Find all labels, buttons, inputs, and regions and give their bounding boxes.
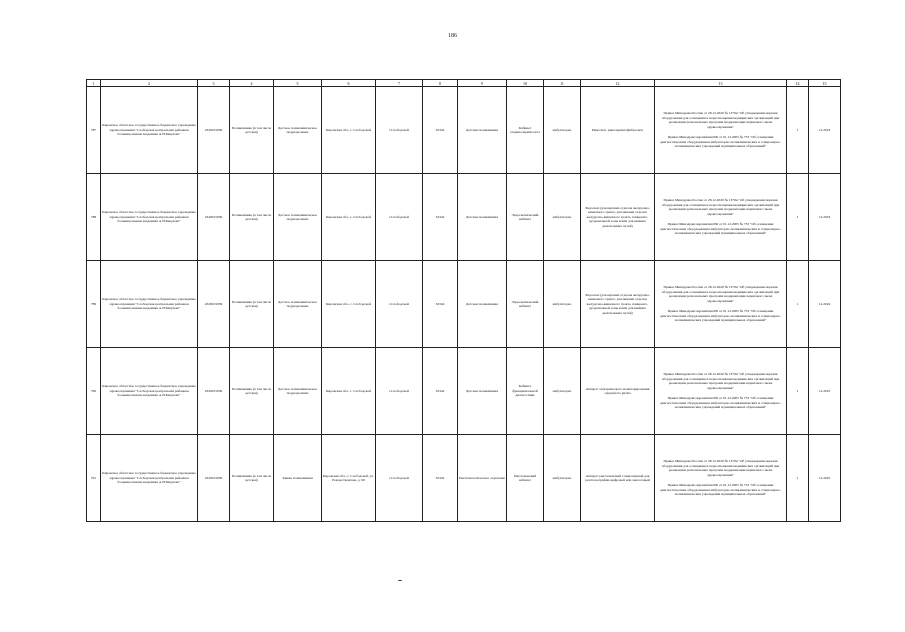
due-date-cell: 12.2023	[809, 87, 841, 174]
legal-basis-text: Приказ Минздравсоцразвития РФ от 01.12.2005 № 753 "Об оснащении диагностическим оборудованием амбулаторно-поликлинических и стационарно-поликлинических учреждений муниципальных образований"	[660, 309, 781, 323]
legal-basis-text: Приказ Минздравсоцразвития РФ от 01.12.2005 № 753 "Об оснащении диагностическим оборудованием амбулаторно-поликлинических и стационарно-поликлинических учреждений муниципальных образований"	[660, 483, 781, 497]
quantity-cell: 1	[787, 261, 809, 348]
subdivision-cell: Заявка поликлиники	[274, 435, 322, 522]
subdivision-cell: Детское поликлиническое подразделение	[274, 174, 322, 261]
address-cell: Кировская обл., г. Слободской	[322, 348, 376, 435]
page-number: 186	[448, 33, 457, 39]
header-number: 3	[198, 80, 230, 87]
subdivision-cell: Детское поликлиническое подразделение	[274, 348, 322, 435]
address-cell: Кировская обл., г. Слободской	[322, 174, 376, 261]
inn-cell: 4329015939	[198, 435, 230, 522]
row-number-cell: 787	[87, 87, 101, 174]
institution-name-cell: Кировское областное государственное бюджетное учреждение здравоохранения "Слободская центральная районная больница имени академика А.Н.Бакулева"	[101, 87, 198, 174]
due-date-cell: 12.2025	[809, 435, 841, 522]
header-number-row	[87, 80, 841, 87]
department-cell: Рентгенологическое отделение	[458, 435, 507, 522]
due-date-cell: 12.2023	[809, 174, 841, 261]
quantity-cell: 1	[787, 435, 809, 522]
institution-name-cell: Кировское областное государственное бюджетное учреждение здравоохранения "Слободская центральная районная больница имени академика А.Н.Бакулева"	[101, 348, 198, 435]
address-cell: Кировская обл., г. Слободской	[322, 87, 376, 174]
header-number: 13	[655, 80, 787, 87]
table-row	[87, 261, 841, 348]
locality-cell: г.Слободской	[376, 87, 423, 174]
equipment-name-cell: Эндоскоп (для верхних отделов желудочно-кишечного тракта, для нижних отделов желудочно-кишечного тракта, панкреато-дуоденальной зоны и/или для нижних дыхательных путей)	[581, 261, 655, 348]
subdivision-cell: Детское поликлиническое подразделение	[274, 261, 322, 348]
legal-basis-cell	[655, 435, 787, 522]
inn-cell: 4329015939	[198, 348, 230, 435]
quantity-cell: 1	[787, 87, 809, 174]
quantity-cell: 1	[787, 348, 809, 435]
equipment-name-cell: Эндоскоп (для верхних отделов желудочно-кишечного тракта, для нижних отделов желудочно-кишечного тракта, панкреато-дуоденальной зоны и/или для нижних дыхательных путей)	[581, 174, 655, 261]
care-conditions-cell: амбулаторно	[544, 348, 581, 435]
legal-basis-text: Приказ Минздравсоцразвития РФ от 01.12.2005 № 753 "Об оснащении диагностическим оборудованием амбулаторно-поликлинических и стационарно-поликлинических учреждений муниципальных образований"	[660, 222, 781, 236]
care-conditions-cell: амбулаторно	[544, 261, 581, 348]
row-number-cell: 790	[87, 348, 101, 435]
equipment-name-cell: Аппарат электрического мониторирования сердечного ритма	[581, 348, 655, 435]
division-type-cell: Поликлиника (в том числе детская)	[230, 261, 274, 348]
header-number: 11	[544, 80, 581, 87]
row-number-cell: 789	[87, 261, 101, 348]
cabinet-cell: Кабинет оториноларинголога	[507, 87, 544, 174]
care-conditions-cell: амбулаторно	[544, 435, 581, 522]
header-number: 12	[581, 80, 655, 87]
address-cell: Кировская обл., г. Слободской, ул. Рождественская, д. 90	[322, 435, 376, 522]
row-number-cell: 788	[87, 174, 101, 261]
header-number: 6	[322, 80, 376, 87]
division-type-cell: Поликлиника (в том числе детская)	[230, 174, 274, 261]
inn-cell: 4329015939	[198, 261, 230, 348]
header-number: 10	[507, 80, 544, 87]
header-number: 15	[809, 80, 841, 87]
legal-basis-cell	[655, 261, 787, 348]
department-cell: Детская поликлиника	[458, 348, 507, 435]
address-cell: Кировская обл., г. Слободской	[322, 261, 376, 348]
due-date-cell: 12.2025	[809, 348, 841, 435]
header-number: 2	[101, 80, 198, 87]
cabinet-cell: Рентгеновский кабинет	[507, 435, 544, 522]
locality-cell: г.Слободской	[376, 174, 423, 261]
legal-basis-text: Приказ Минздрава России от 28.12.2020 № 1379н "Об утверждении перечня оборудования для оснащения и переоснащения медицинских организаций при реализации региональных программ модернизации первичного звена здравоохранения"	[661, 285, 780, 303]
inn-cell: 4329015939	[198, 174, 230, 261]
division-type-cell: Поликлиника (в том числе детская)	[230, 435, 274, 522]
department-cell: Детская поликлиника	[458, 87, 507, 174]
legal-basis-text: Приказ Минздравсоцразвития РФ от 01.12.2005 № 753 "Об оснащении диагностическим оборудованием амбулаторно-поликлинических и стационарно-поликлинических учреждений муниципальных образований"	[660, 135, 781, 149]
header-number: 14	[787, 80, 809, 87]
legal-basis-text: Приказ Минздравсоцразвития РФ от 01.12.2005 № 753 "Об оснащении диагностическим оборудованием амбулаторно-поликлинических и стационарно-поликлинических учреждений муниципальных образований"	[660, 396, 781, 410]
subdivision-cell: Детское поликлиническое подразделение	[274, 87, 322, 174]
equipment-name-cell: Риноскоп, риноларингофиброскоп	[581, 87, 655, 174]
legal-basis-cell	[655, 87, 787, 174]
header-number: 5	[274, 80, 322, 87]
oktmo-code-cell: 32342	[423, 348, 458, 435]
due-date-cell: 12.2024	[809, 261, 841, 348]
institution-name-cell: Кировское областное государственное бюджетное учреждение здравоохранения "Слободская центральная районная больница имени академика А.Н.Бакулева"	[101, 435, 198, 522]
legal-basis-cell	[655, 348, 787, 435]
header-number: 7	[376, 80, 423, 87]
header-number: 4	[230, 80, 274, 87]
locality-cell: г.Слободской	[376, 348, 423, 435]
legal-basis-text: Приказ Минздрава России от 28.12.2020 № 1379н "Об утверждении перечня оборудования для оснащения и переоснащения медицинских организаций при реализации региональных программ модернизации первичного звена здравоохранения"	[661, 459, 780, 477]
care-conditions-cell: амбулаторно	[544, 87, 581, 174]
legal-basis-text: Приказ Минздрава России от 28.12.2020 № 1379н "Об утверждении перечня оборудования для оснащения и переоснащения медицинских организаций при реализации региональных программ модернизации первичного звена здравоохранения"	[661, 198, 780, 216]
header-number: 8	[423, 80, 458, 87]
oktmo-code-cell: 32342	[423, 261, 458, 348]
table-row	[87, 174, 841, 261]
oktmo-code-cell: 32342	[423, 87, 458, 174]
inn-cell: 4329015939	[198, 87, 230, 174]
locality-cell: г.Слободской	[376, 435, 423, 522]
equipment-name-cell: Аппарат рентгеновский стационарный для рентгенографии цифровой или аналоговый	[581, 435, 655, 522]
cabinet-cell: Кабинет функциональной диагностики	[507, 348, 544, 435]
cabinet-cell: Эндоскопический кабинет	[507, 261, 544, 348]
division-type-cell: Поликлиника (в том числе детская)	[230, 87, 274, 174]
table-row	[87, 87, 841, 174]
table-row	[87, 348, 841, 435]
legal-basis-cell	[655, 174, 787, 261]
table-row	[87, 435, 841, 522]
division-type-cell: Поликлиника (в том числе детская)	[230, 348, 274, 435]
stray-mark	[398, 580, 402, 581]
oktmo-code-cell: 32342	[423, 435, 458, 522]
institution-name-cell: Кировское областное государственное бюджетное учреждение здравоохранения "Слободская центральная районная больница имени академика А.Н.Бакулева"	[101, 261, 198, 348]
oktmo-code-cell: 32342	[423, 174, 458, 261]
header-number: 1	[87, 80, 101, 87]
legal-basis-text: Приказ Минздрава России от 28.12.2020 № 1379н "Об утверждении перечня оборудования для оснащения и переоснащения медицинских организаций при реализации региональных программ модернизации первичного звена здравоохранения"	[661, 111, 780, 129]
department-cell: Детская поликлиника	[458, 261, 507, 348]
department-cell: Детская поликлиника	[458, 174, 507, 261]
locality-cell: г.Слободской	[376, 261, 423, 348]
header-number: 9	[458, 80, 507, 87]
legal-basis-text: Приказ Минздрава России от 28.12.2020 № 1379н "Об утверждении перечня оборудования для оснащения и переоснащения медицинских организаций при реализации региональных программ модернизации первичного звена здравоохранения"	[661, 372, 780, 390]
equipment-table	[86, 79, 841, 522]
row-number-cell: 791	[87, 435, 101, 522]
quantity-cell: 1	[787, 174, 809, 261]
care-conditions-cell: амбулаторно	[544, 174, 581, 261]
cabinet-cell: Эндоскопический кабинет	[507, 174, 544, 261]
institution-name-cell: Кировское областное государственное бюджетное учреждение здравоохранения "Слободская центральная районная больница имени академика А.Н.Бакулева"	[101, 174, 198, 261]
